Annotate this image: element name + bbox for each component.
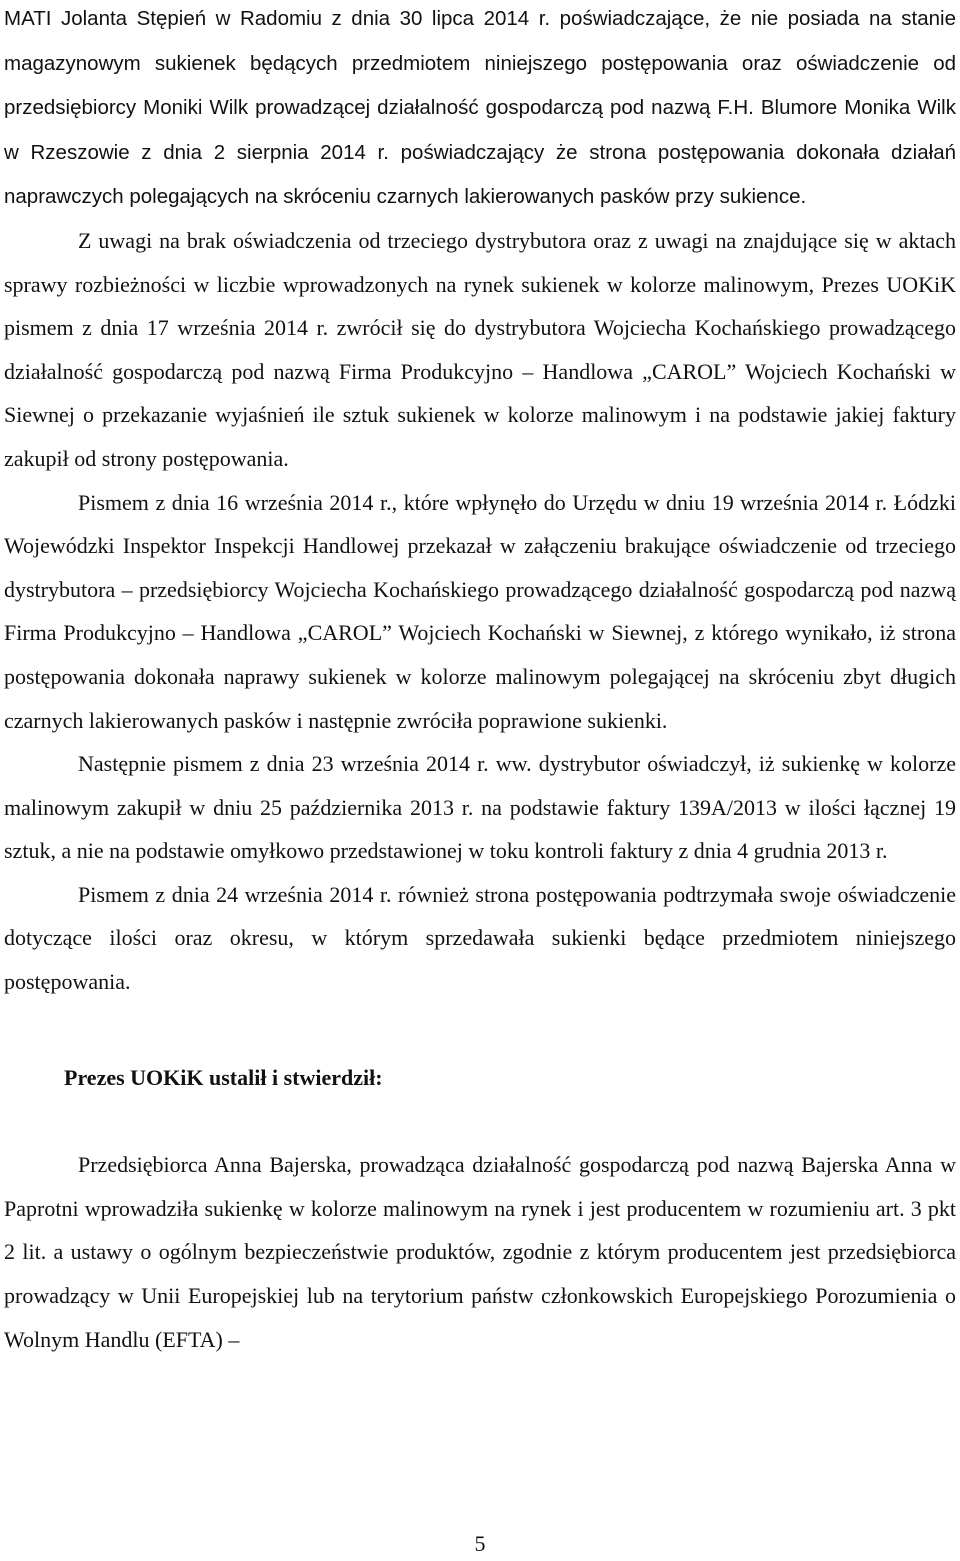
paragraph-findings: Przedsiębiorca Anna Bajerska, prowadząca działalność gospodarczą pod nazwą Bajerska Anna w Paprotni wprowadziła sukienkę w kolorze malinowym na rynek i jest producentem w rozumieniu art. 3 pkt 2 lit. a ustawy o ogólnym bezpieczeństwie produktów, zgodnie z którym producentem jest przedsiębiorca prowadzący w Unii Europejskiej lub na terytorium państw członkowskich Europejskiego Porozumienia o Wolnym Handlu (EFTA) – — [4, 1152, 956, 1352]
paragraph-party-statement: Pismem z dnia 24 września 2014 r. również strona postępowania podtrzymała swoje oświadczenie dotyczące ilości oraz okresu, w którym sprzedawała sukienki będące przedmiotem niniejszego postępowania. — [4, 881, 956, 995]
paragraph-intro-part2: Blumore Monika Wilk w Rzeszowie z dnia 2 sierpnia 2014 r. — [4, 96, 956, 164]
section-heading: Prezes UOKiK ustalił i stwierdził: — [64, 1064, 383, 1090]
paragraph-intro-part1: MATI Jolanta Stępień w Radomiu z dnia 30 lipca 2014 r. poświadczające, że nie posiada na stanie magazynowym sukienek będących przedmiotem niniejszego postępowania oraz oświadczenie od przedsiębiorcy Moniki Wilk prowadzącej działalność gospodarczą pod nazwą F.H. — [4, 7, 956, 120]
paragraph-intro — [4, 0, 956, 219]
page-number: 5 — [474, 1531, 486, 1556]
paragraph-inspector-letter: Pismem z dnia 16 września 2014 r., które wpłynęło do Urzędu w dniu 19 września 2014 r. Łódzki Wojewódzki Inspektor Inspekcji Handlowej przekazał w załączeniu brakujące oświadczenie od trzeciego dystrybutora – przedsiębiorcy Wojciecha Kochańskiego prowadzącego działalność gospodarczą pod nazwą Firma Produkcyjno – Handlowa „CAROL” Wojciech Kochański w Siewnej, z którego wynikało, iż strona postępowania dokonała naprawy sukienek w kolorze malinowym polegającej na skróceniu zbyt długich czarnych lakierowanych pasków i następnie zwróciła poprawione sukienki. — [4, 489, 956, 733]
paragraph-intro-part3: poświadczający że strona postępowania dokonała działań naprawczych polegających na skróceniu czarnych lakierowanych pasków przy sukience. — [4, 140, 956, 209]
paragraph-distributor-request: Z uwagi na brak oświadczenia od trzeciego dystrybutora oraz z uwagi na znajdujące się w aktach sprawy rozbieżności w liczbie wprowadzonych na rynek sukienek w kolorze malinowym, Prezes UOKiK pismem z dnia 17 września 2014 r. zwrócił się do dystrybutora Wojciecha Kochańskiego prowadzącego działalność gospodarczą pod nazwą Firma Produkcyjno – Handlowa „CAROL” Wojciech Kochański w Siewnej o przekazanie wyjaśnień ile sztuk sukienek w kolorze malinowym i na podstawie jakiej faktury zakupił od strony postępowania. — [4, 227, 956, 471]
paragraph-distributor-statement: Następnie pismem z dnia 23 września 2014 r. ww. dystrybutor oświadczył, iż sukienkę w kolorze malinowym zakupił w dniu 25 października 2013 r. na podstawie faktury 139A/2013 w ilości łącznej 19 sztuk, a nie na podstawie omyłkowo przedstawionej w toku kontroli faktury z dnia 4 grudnia 2013 r. — [4, 751, 956, 864]
